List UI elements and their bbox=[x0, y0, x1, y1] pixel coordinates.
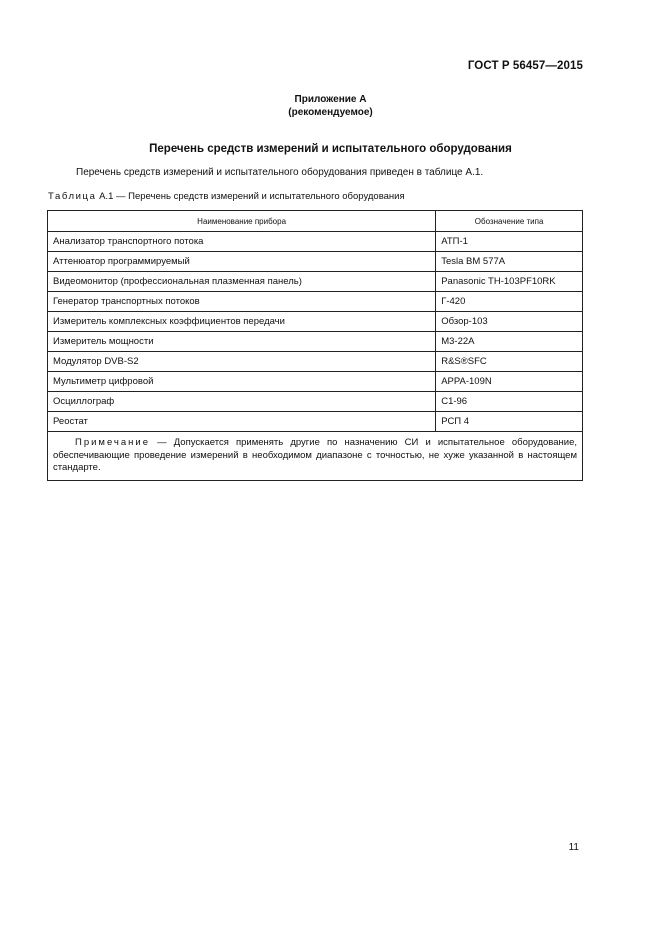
document-code: ГОСТ Р 56457—2015 bbox=[467, 60, 583, 72]
page-number: 11 bbox=[568, 842, 579, 853]
cell-device-type: С1-96 bbox=[436, 392, 583, 412]
annex-title: Приложение А bbox=[294, 94, 367, 105]
cell-device-type: Panasonic TH-103PF10RK bbox=[436, 272, 583, 292]
cell-device-type: Tesla BM 577A bbox=[436, 252, 583, 272]
cell-device-type: Г-420 bbox=[436, 292, 583, 312]
note-label: Примечание bbox=[75, 437, 150, 448]
table-caption-text: А.1 — Перечень средств измерений и испытательного оборудования bbox=[99, 191, 405, 202]
cell-device-name: Реостат bbox=[48, 412, 436, 432]
table-note-row bbox=[48, 432, 583, 481]
table-caption bbox=[48, 191, 405, 202]
cell-device-type: R&S®SFC bbox=[436, 352, 583, 372]
table-row bbox=[48, 272, 583, 292]
cell-device-type: РСП 4 bbox=[436, 412, 583, 432]
intro-paragraph: Перечень средств измерений и испытательного оборудования приведен в таблице А.1. bbox=[76, 167, 484, 178]
table-header-row bbox=[48, 211, 583, 232]
table-caption-label: Таблица bbox=[48, 191, 97, 202]
cell-device-name: Осциллограф bbox=[48, 392, 436, 412]
annex-heading bbox=[0, 93, 661, 119]
cell-device-name: Аттенюатор программируемый bbox=[48, 252, 436, 272]
column-header-type: Обозначение типа bbox=[436, 211, 583, 232]
section-title: Перечень средств измерений и испытательного оборудования bbox=[149, 143, 512, 155]
cell-device-type: М3-22А bbox=[436, 332, 583, 352]
table-row bbox=[48, 332, 583, 352]
cell-device-name: Модулятор DVB-S2 bbox=[48, 352, 436, 372]
table-note bbox=[48, 432, 583, 481]
table-row bbox=[48, 232, 583, 252]
cell-device-name: Мультиметр цифровой bbox=[48, 372, 436, 392]
cell-device-name: Видеомонитор (профессиональная плазменная панель) bbox=[48, 272, 436, 292]
table-row bbox=[48, 352, 583, 372]
table-row bbox=[48, 372, 583, 392]
table-row bbox=[48, 392, 583, 412]
table-row bbox=[48, 292, 583, 312]
equipment-table bbox=[47, 210, 583, 481]
cell-device-name: Анализатор транспортного потока bbox=[48, 232, 436, 252]
table-row bbox=[48, 252, 583, 272]
cell-device-name: Генератор транспортных потоков bbox=[48, 292, 436, 312]
column-header-name: Наименование прибора bbox=[48, 211, 436, 232]
cell-device-type: Обзор-103 bbox=[436, 312, 583, 332]
cell-device-name: Измеритель мощности bbox=[48, 332, 436, 352]
cell-device-type: АТП-1 bbox=[436, 232, 583, 252]
note-text: — Допускается применять другие по назначению СИ и испытательное оборудование, обеспечивающие проведение измерений в необходимом диапазоне с точностью, не хуже указанной в настоящем стандарте. bbox=[53, 437, 577, 473]
cell-device-name: Измеритель комплексных коэффициентов передачи bbox=[48, 312, 436, 332]
cell-device-type: APPA-109N bbox=[436, 372, 583, 392]
annex-subtitle: (рекомендуемое) bbox=[288, 107, 373, 118]
table-row bbox=[48, 312, 583, 332]
table-row bbox=[48, 412, 583, 432]
